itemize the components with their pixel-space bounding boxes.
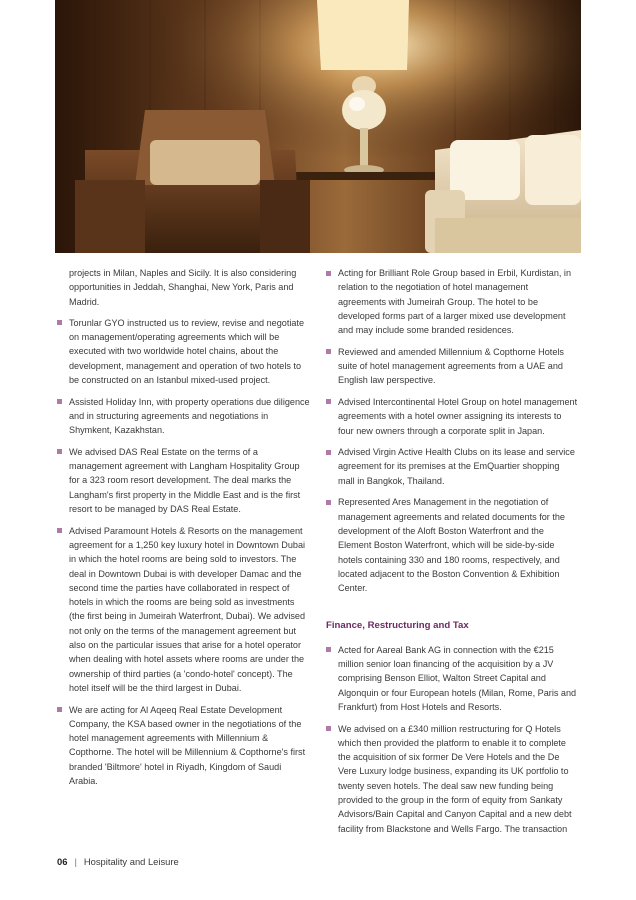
list-item: Reviewed and amended Millennium & Copthorne Hotels suite of hotel management agreements from a UAE and English law perspective. [326, 345, 578, 388]
left-bullet-list [57, 316, 311, 788]
list-item: Torunlar GYO instructed us to review, revise and negotiate on management/operating agreements which will be executed with two worldwide hotel chains, about the development, management and operation of two hotels to be constructed on an Istanbul mixed-used project. [57, 316, 311, 387]
footer-section-title: Hospitality and Leisure [83, 856, 179, 867]
hero-photo [55, 0, 581, 253]
page-footer [57, 856, 179, 867]
list-item: Advised Virgin Active Health Clubs on its lease and service agreement for its premises at the EmQuartier shopping mall in Bangkok, Thailand. [326, 445, 578, 488]
list-item: Represented Ares Management in the negotiation of management agreements and related documents for the development of the Aloft Boston Waterfront and the Element Boston Waterfront, which will be side-by-side hotels containing 330 and 180 rooms, respectively, and located adjacent to the Boston Convention & Exhibition Center. [326, 495, 578, 595]
page-number: 06 [57, 856, 68, 867]
right-column [326, 266, 578, 843]
list-item: We advised on a £340 million restructuring for Q Hotels which then provided the platform to enable it to complete the acquisition of six former De Vere Hotels and the De Vere Luxury lodge business, expanding its UK portfolio to twenty seven hotels. The deal saw new funding being provided to the group in the form of equity from Sankaty Advisors/Bain Capital and Canyon Capital and a new debt facility from Blackstone and Wells Fargo. The transaction [326, 722, 578, 836]
list-item: We advised DAS Real Estate on the terms of a management agreement with Langham Hospitality Group for a 323 room resort development. The deal marks the Langham's first property in the Middle East and is the first resort to be managed by DAS Real Estate. [57, 445, 311, 516]
list-item: Advised Intercontinental Hotel Group on hotel management agreements with a hotel owner assigning its interests to four new owners through a corporate split in Japan. [326, 395, 578, 438]
section-heading-finance: Finance, Restructuring and Tax [326, 620, 469, 632]
left-column [57, 266, 311, 796]
list-item: Acting for Brilliant Role Group based in Erbil, Kurdistan, in relation to the negotiation of hotel management agreements with Jumeirah Group. The hotel to be developed forms part of a larger mixed use development and may include some branded residences. [326, 266, 578, 337]
lead-paragraph: projects in Milan, Naples and Sicily. It is also considering opportunities in Jeddah, Shanghai, New York, Paris and Madrid. [69, 268, 297, 307]
list-item: Acted for Aareal Bank AG in connection with the €215 million senior loan financing of the acquisition by a JV comprising Benson Elliot, Walton Street Capital and Algonquin or four European hotels (Milan, Rome, Paris and Frankfurt) from Host Hotels and Resorts. [326, 643, 578, 714]
list-item: Assisted Holiday Inn, with property operations due diligence and in structuring agreements and negotiations in Shymkent, Kazakhstan. [57, 395, 311, 438]
finance-bullet-list [326, 643, 578, 836]
list-item: We are acting for Al Aqeeq Real Estate Development Company, the KSA based owner in the negotiations of the hotel management agreements with Millennium & Copthorne. The hotel will be Millennium & Copthorne's first branded 'Biltmore' hotel in Riyadh, Kingdom of Saudi Arabia. [57, 703, 311, 789]
footer-separator: | [74, 856, 77, 867]
right-bullet-list [326, 266, 578, 595]
hotel-lounge-photo-icon [55, 0, 581, 253]
list-item: Advised Paramount Hotels & Resorts on the management agreement for a 1,250 key luxury hotel in Downtown Dubai in which the hotel rooms are being sold to investors. The deal in Downtown Dubai is with developer Damac and the second time the parties have collaborated in respect of hotels in which the rooms are being sold as investments (the first being in Jumeirah Waterfront, Dubai). We advised not only on the terms of the management agreement but also on the particular issues that arise for a hotel operator when dealing with hotel assets where rooms are under the ownership of third parties (a 'condo-hotel' concept). The hotel itself will be the third largest in Dubai. [57, 524, 311, 696]
